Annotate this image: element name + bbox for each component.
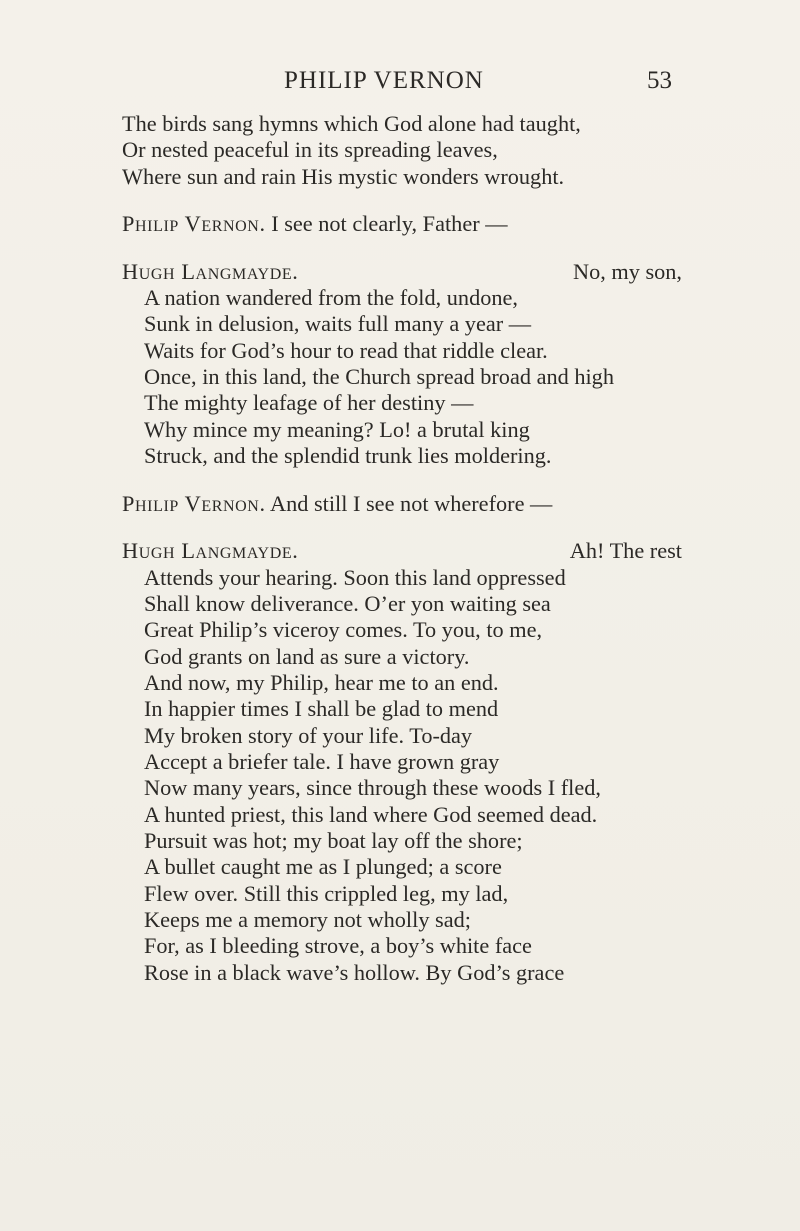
speaker-name: Philip Vernon. xyxy=(122,211,266,237)
verse-line: For, as I bleeding strove, a boy’s white face xyxy=(144,933,532,959)
verse-line: My broken story of your life. To-day xyxy=(144,722,473,748)
verse-line: Great Philip’s viceroy comes. To you, to me, xyxy=(144,617,543,643)
speech-philip-vernon-2 xyxy=(122,491,682,517)
speech-text: Ah! The rest xyxy=(569,538,682,564)
verse-line: Where sun and rain His mystic wonders wrought. xyxy=(122,163,565,189)
verse-line: In happier times I shall be glad to mend xyxy=(144,696,499,722)
speech-text: And still I see not wherefore — xyxy=(270,490,553,516)
stanza-gap xyxy=(122,517,682,538)
verse-line: Once, in this land, the Church spread broad and high xyxy=(144,364,614,390)
running-title: PHILIP VERNON xyxy=(284,67,484,94)
verse-line: Now many years, since through these woods I fled, xyxy=(144,775,601,801)
speech-text: I see not clearly, Father — xyxy=(271,211,508,237)
verse-line: Waits for God’s hour to read that riddle clear. xyxy=(144,337,548,363)
verse-line: Accept a briefer tale. I have grown gray xyxy=(144,748,500,774)
verse-line: The mighty leafage of her destiny — xyxy=(144,390,474,416)
verse-line: Pursuit was hot; my boat lay off the shore; xyxy=(144,828,523,853)
verse-line: Attends your hearing. Soon this land oppressed xyxy=(144,564,566,590)
speaker-name: Philip Vernon. xyxy=(122,490,266,516)
verse-line: Shall know deliverance. O’er yon waiting sea xyxy=(144,590,551,616)
stanza-gap xyxy=(122,190,682,211)
verse-line: Keeps me a memory not wholly sad; xyxy=(144,907,471,933)
verse-line: Sunk in delusion, waits full many a year — xyxy=(144,311,532,337)
verse-line: A hunted priest, this land where God seemed dead. xyxy=(144,801,598,827)
speech-hugh-langmayde-1 xyxy=(122,259,682,285)
stanza-gap xyxy=(122,238,682,259)
poem-body xyxy=(122,111,682,986)
verse-line: And now, my Philip, hear me to an end. xyxy=(144,669,499,695)
speaker-name: Hugh Langmayde. xyxy=(122,258,299,284)
stanza-gap xyxy=(122,470,682,491)
verse-line: Or nested peaceful in its spreading leaves, xyxy=(122,137,498,163)
page-header xyxy=(120,64,672,98)
verse-line: A nation wandered from the fold, undone, xyxy=(144,285,518,311)
verse-line: God grants on land as sure a victory. xyxy=(144,643,470,669)
page-number: 53 xyxy=(647,67,672,94)
speech-philip-vernon-1 xyxy=(122,211,682,237)
speech-hugh-langmayde-2 xyxy=(122,538,682,564)
verse-line: Rose in a black wave’s hollow. By God’s grace xyxy=(144,959,565,985)
speech-text: No, my son, xyxy=(572,258,682,284)
verse-line: Struck, and the splendid trunk lies moldering. xyxy=(144,443,552,469)
verse-line: Flew over. Still this crippled leg, my lad, xyxy=(144,880,509,906)
verse-line: The birds sang hymns which God alone had taught, xyxy=(122,111,581,136)
speaker-name: Hugh Langmayde. xyxy=(122,538,299,564)
verse-line: Why mince my meaning? Lo! a brutal king xyxy=(144,416,530,442)
verse-line: A bullet caught me as I plunged; a score xyxy=(144,854,502,880)
